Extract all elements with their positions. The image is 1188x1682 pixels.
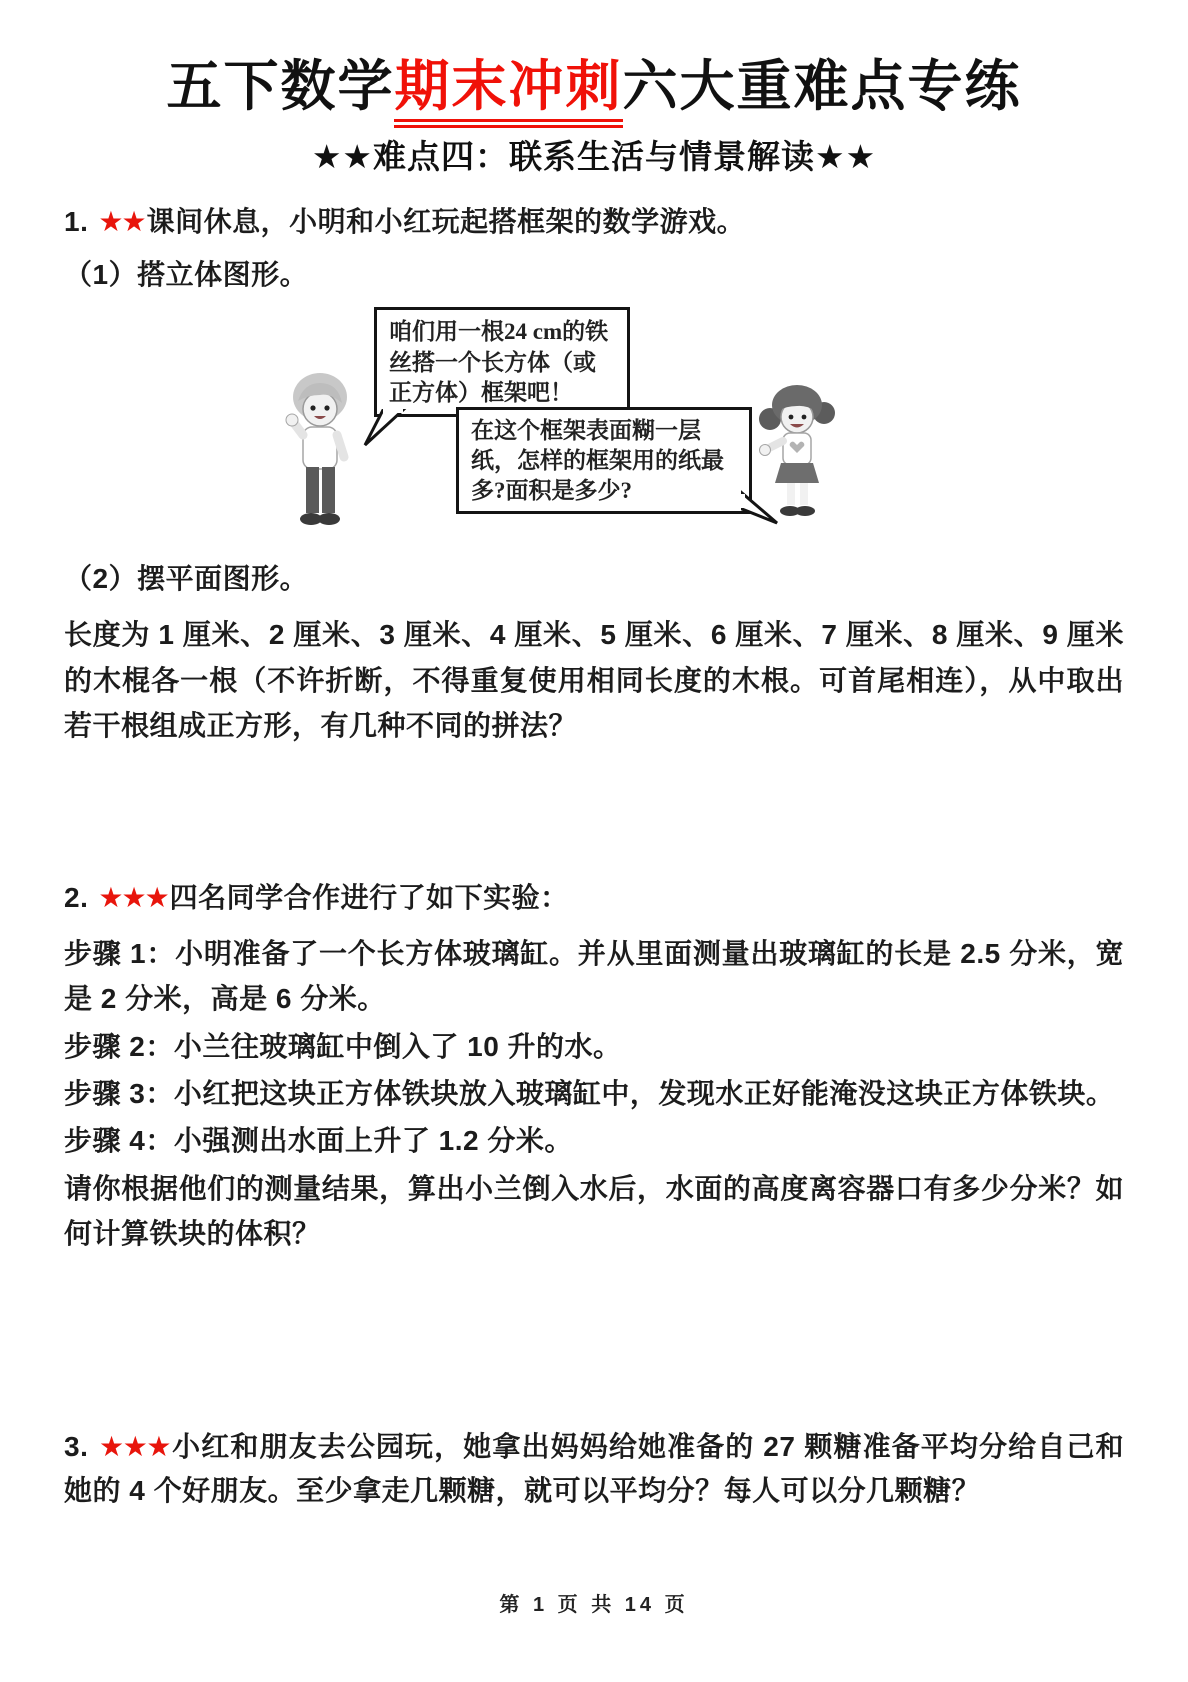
dialogue-illustration: [64, 301, 1124, 543]
question-2-step-2: 步骤 2：小兰往玻璃缸中倒入了 10 升的水。: [64, 1030, 622, 1062]
boy-speech-bubble: [374, 307, 630, 417]
title-part-3: 六大重难点专练: [622, 55, 1022, 117]
difficulty-stars: ★★★: [98, 882, 168, 914]
answer-space: [64, 1257, 1124, 1425]
question-1-part1-label: （1）搭立体图形。: [64, 258, 309, 290]
question-2-text: 四名同学合作进行了如下实验：: [169, 882, 569, 914]
difficulty-stars: ★★★: [98, 1430, 171, 1462]
question-2-step-1: 步骤 1：小明准备了一个长方体玻璃缸。并从里面测量出玻璃缸的长是 2.5 分米，宽是 2 分米，高是 6 分米。: [64, 938, 1124, 1015]
boy-speech-text: 咱们用一根24 cm的铁丝搭一个长方体（或正方体）框架吧！: [389, 319, 609, 406]
girl-speech-text: 在这个框架表面糊一层纸，怎样的框架用的纸最多?面积是多少?: [471, 418, 724, 504]
question-3-number: 3.: [64, 1430, 89, 1462]
question-1-heading: [64, 200, 1124, 245]
question-3-text: 小红和朋友去公园玩，她拿出妈妈给她准备的 27 颗糖准备平均分给自己和她的 4 个好朋友。至少拿走几颗糖，就可以平均分？每人可以分几颗糖？: [64, 1430, 1124, 1507]
question-1-part2-label: （2）摆平面图形。: [64, 563, 309, 595]
speech-tail-icon: [741, 489, 781, 527]
question-2-step-4: 步骤 4：小强测出水面上升了 1.2 分米。: [64, 1125, 573, 1157]
answer-space: [64, 748, 1124, 876]
question-2-number: 2.: [64, 882, 89, 914]
question-2-step-3: 步骤 3：小红把这块正方体铁块放入玻璃缸中，发现水正好能淹没这块正方体铁块。: [64, 1078, 1115, 1110]
difficulty-stars: ★★: [98, 205, 145, 237]
question-1-part2-text: 长度为 1 厘米、2 厘米、3 厘米、4 厘米、5 厘米、6 厘米、7 厘米、8 厘米、9 厘米的木棍各一根（不许折断，不得重复使用相同长度的木根。可首尾相连），从中取出若干根组成正方形，有几种不同的拼法？: [64, 619, 1124, 741]
girl-speech-bubble: [456, 407, 752, 514]
question-1-text: 课间休息，小明和小红玩起搭框架的数学游戏。: [146, 205, 746, 237]
question-3-heading: [64, 1425, 1124, 1515]
title-highlight: 期末冲刺: [394, 55, 622, 128]
section-subtitle: ★★难点四：联系生活与情景解读★★: [311, 137, 877, 175]
question-2-question-text: 请你根据他们的测量结果，算出小兰倒入水后，水面的高度离容器口有多少分米？如何计算铁块的体积？: [64, 1172, 1124, 1250]
question-1-number: 1.: [64, 205, 89, 237]
speech-tail-icon: [357, 409, 407, 447]
boy-illustration: [280, 371, 360, 529]
title-part-1: 五下数学: [166, 55, 395, 117]
question-2-heading: [64, 876, 1124, 921]
page-title: [64, 52, 1124, 121]
page-number-footer: 第 1 页 共 14 页: [499, 1594, 689, 1616]
